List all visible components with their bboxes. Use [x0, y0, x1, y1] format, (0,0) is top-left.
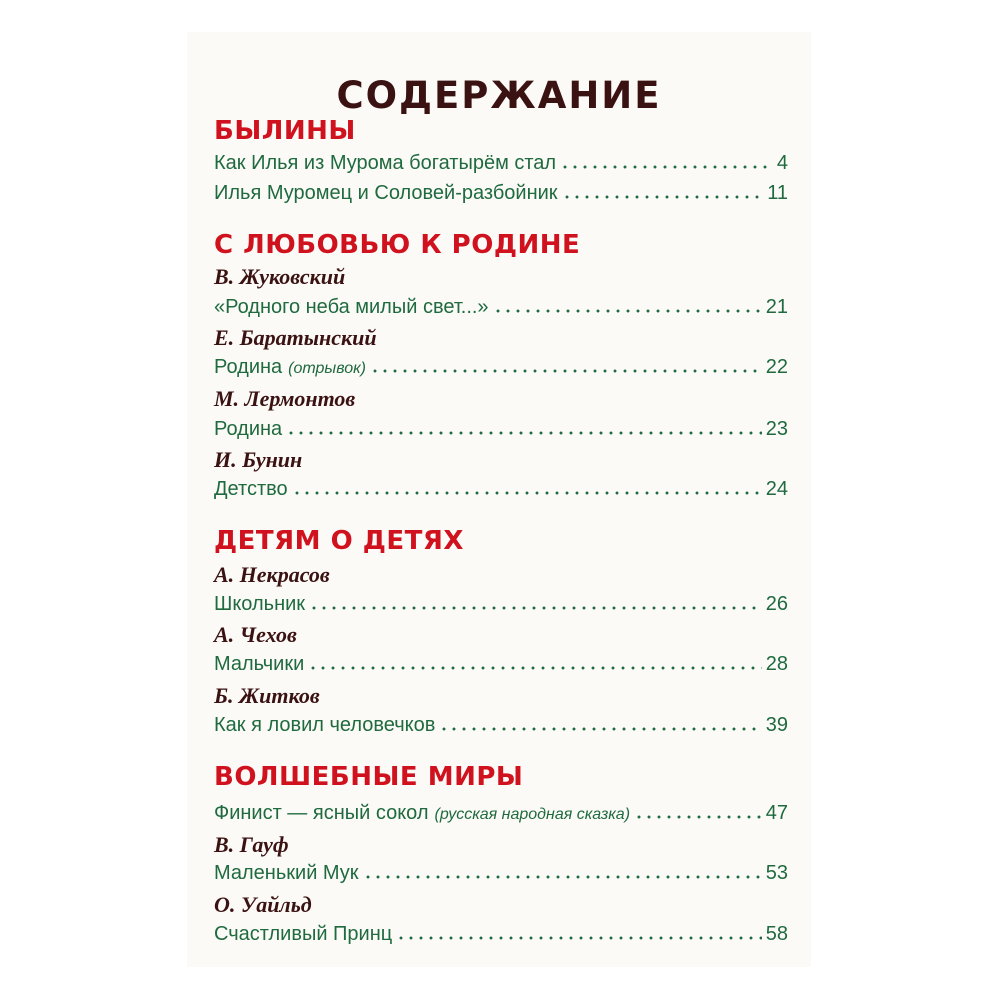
- toc-entry[interactable]: [214, 802, 788, 825]
- dot-leader: [292, 481, 762, 495]
- page-number: 47: [765, 802, 788, 824]
- dot-leader: [396, 926, 762, 940]
- author-name: М. Лермонтов: [214, 386, 356, 411]
- entry-note: (отрывок): [288, 360, 366, 377]
- section-heading-rodina: С ЛЮБОВЬЮ К РОДИНЕ: [214, 230, 581, 260]
- dot-leader: [308, 656, 761, 670]
- entry-title: Детство: [214, 478, 288, 500]
- page-number: 22: [765, 356, 788, 378]
- author-name: О. Уайльд: [214, 892, 312, 917]
- dot-leader: [493, 299, 762, 313]
- toc-entry[interactable]: [214, 182, 788, 205]
- author-name: И. Бунин: [214, 447, 303, 472]
- section-heading-byliny: БЫЛИНЫ: [214, 116, 356, 146]
- entry-title: Счастливый Принц: [214, 923, 393, 945]
- section-heading-deti: ДЕТЯМ О ДЕТЯХ: [214, 526, 464, 556]
- toc-entry[interactable]: [214, 418, 788, 441]
- toc-entry[interactable]: [214, 862, 788, 885]
- page-number: 23: [765, 418, 788, 440]
- entry-title: Как я ловил человечков: [214, 714, 436, 736]
- page-number: 4: [776, 152, 788, 174]
- toc-entry[interactable]: [214, 923, 788, 946]
- dot-leader: [309, 596, 762, 610]
- entry-title: Маленький Мук: [214, 862, 359, 884]
- toc-entry[interactable]: [214, 478, 788, 501]
- page-title: СОДЕРЖАНИЕ: [336, 74, 662, 117]
- dot-leader: [363, 865, 762, 879]
- entry-title: Илья Муромец и Соловей-разбойник: [214, 182, 558, 204]
- entry-title: Родина: [214, 418, 283, 440]
- dot-leader: [634, 805, 762, 819]
- page-number: 24: [765, 478, 788, 500]
- toc-entry[interactable]: [214, 653, 788, 676]
- toc-entry[interactable]: [214, 356, 788, 379]
- dot-leader: [562, 185, 764, 199]
- author-name: Б. Житков: [214, 683, 320, 708]
- page-number: 53: [765, 862, 788, 884]
- toc-entry[interactable]: [214, 296, 788, 319]
- dot-leader: [370, 359, 762, 373]
- page-number: 39: [765, 714, 788, 736]
- author-name: Е. Баратынский: [214, 325, 377, 350]
- entry-title: «Родного неба милый свет...»: [214, 296, 489, 318]
- page-number: 21: [765, 296, 788, 318]
- entry-title: Как Илья из Мурома богатырём стал: [214, 152, 557, 174]
- toc-page: [187, 32, 811, 967]
- entry-title: Мальчики: [214, 653, 305, 675]
- toc-entry[interactable]: [214, 152, 788, 175]
- entry-title: Финист — ясный сокол: [214, 802, 429, 824]
- dot-leader: [560, 155, 773, 169]
- author-name: В. Жуковский: [214, 264, 346, 289]
- page-number: 11: [767, 182, 788, 204]
- entry-title: Школьник: [214, 593, 306, 615]
- author-name: А. Чехов: [214, 622, 297, 647]
- toc-entry[interactable]: [214, 714, 788, 737]
- entry-title: Родина: [214, 356, 283, 378]
- page-number: 28: [765, 653, 788, 675]
- entry-note: (русская народная сказка): [434, 806, 631, 823]
- page-number: 26: [765, 593, 788, 615]
- dot-leader: [286, 421, 762, 435]
- author-name: А. Некрасов: [214, 562, 330, 587]
- dot-leader: [439, 717, 761, 731]
- toc-entry[interactable]: [214, 593, 788, 616]
- author-name: В. Гауф: [214, 832, 289, 857]
- section-heading-volshebnye: ВОЛШЕБНЫЕ МИРЫ: [214, 762, 524, 792]
- page-number: 58: [765, 923, 788, 945]
